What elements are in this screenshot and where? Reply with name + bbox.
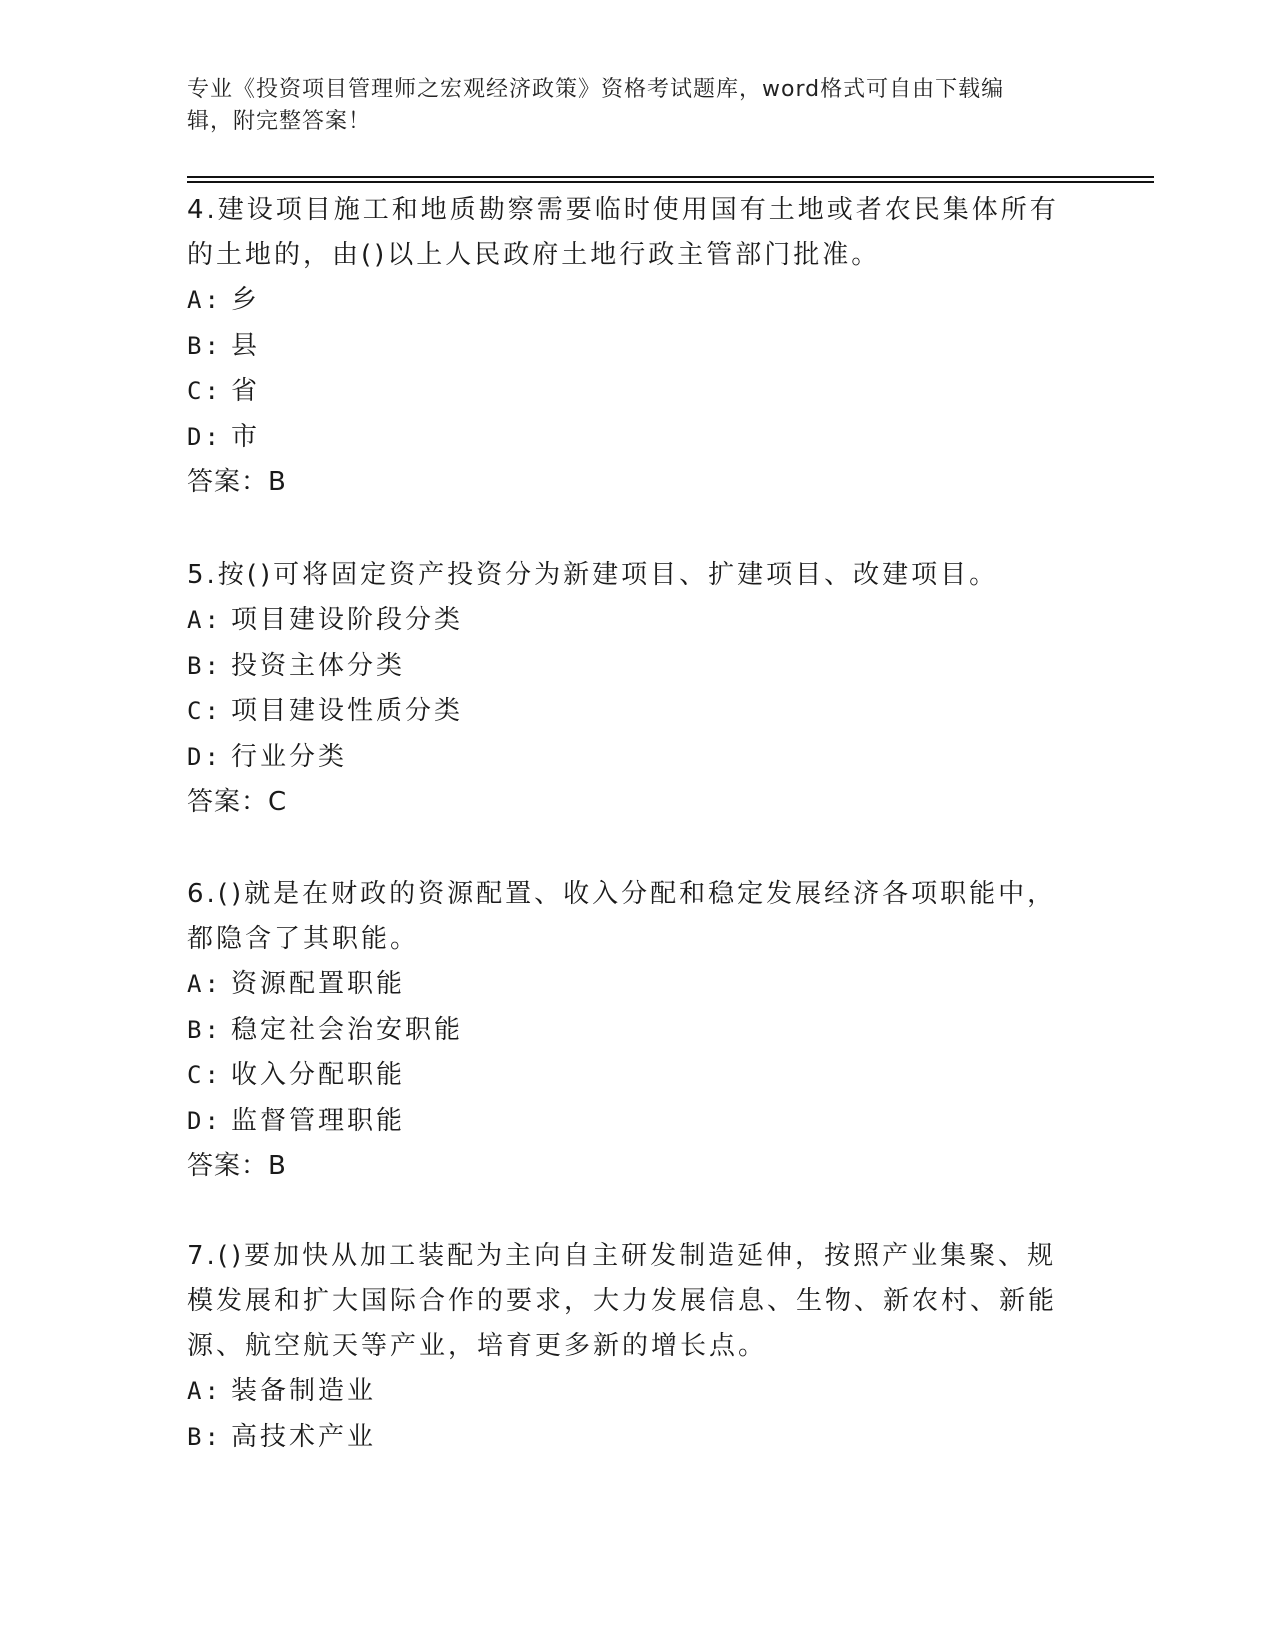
- option-key: A:: [187, 970, 222, 998]
- option-key: B:: [187, 1422, 222, 1451]
- question-block: [187, 872, 1067, 1189]
- option-text: 市: [231, 421, 261, 452]
- question-block: [187, 553, 1067, 825]
- option-text: 省: [231, 376, 261, 406]
- option-key: C:: [187, 377, 222, 405]
- question-stem: [187, 553, 1067, 598]
- option-text: 行业分类: [231, 741, 348, 772]
- option-key: A:: [187, 606, 222, 634]
- option-key: A:: [187, 286, 222, 314]
- answer-line: 答案：C: [187, 787, 288, 817]
- question-block: [187, 1234, 1067, 1460]
- answer-line: 答案：B: [187, 1151, 287, 1181]
- question-stem-line: 5.按()可将固定资产投资分为新建项目、扩建项目、改建项目。: [187, 560, 999, 590]
- question-stem-line: 6.()就是在财政的资源配置、收入分配和稳定发展经济各项职能中，: [187, 879, 1057, 909]
- question-stem-line: 源、航空航天等产业，培育更多新的增长点。: [187, 1331, 768, 1361]
- option-a: [187, 598, 1067, 644]
- option-key: A:: [187, 1377, 222, 1405]
- option-text: 监督管理职能: [231, 1105, 406, 1136]
- option-text: 收入分配职能: [231, 1060, 406, 1090]
- option-key: D:: [187, 742, 222, 771]
- option-text: 稳定社会治安职能: [231, 1014, 464, 1045]
- header-line: 专业《投资项目管理师之宏观经济政策》资格考试题库，word格式可自由下载编: [187, 77, 1005, 102]
- question-stem-line: 的土地的，由()以上人民政府土地行政主管部门批准。: [187, 240, 881, 270]
- option-key: B:: [187, 331, 222, 360]
- document-header: [187, 74, 1067, 138]
- option-a: [187, 962, 1067, 1008]
- question-stem-line: 都隐含了其职能。: [187, 924, 420, 954]
- option-key: D:: [187, 1106, 222, 1135]
- option-c: [187, 1053, 1067, 1099]
- option-key: B:: [187, 1015, 222, 1044]
- option-b: [187, 644, 1067, 690]
- option-d: [187, 1099, 1067, 1145]
- question-stem-line: 模发展和扩大国际合作的要求，大力发展信息、生物、新农村、新能: [187, 1286, 1058, 1316]
- question-stem: [187, 188, 1067, 278]
- question-block: [187, 188, 1067, 505]
- option-a: [187, 278, 1067, 324]
- option-b: [187, 324, 1067, 370]
- answer-line: 答案：B: [187, 467, 287, 497]
- question-stem-line: 7.()要加快从加工装配为主向自主研发制造延伸，按照产业集聚、规: [187, 1241, 1057, 1271]
- header-line: 辑，附完整答案！: [187, 109, 372, 134]
- option-key: D:: [187, 422, 222, 451]
- option-b: [187, 1415, 1067, 1461]
- question-stem: [187, 872, 1067, 962]
- option-key: C:: [187, 697, 222, 725]
- option-d: [187, 735, 1067, 781]
- header-divider: [187, 181, 1154, 183]
- option-text: 投资主体分类: [231, 650, 406, 681]
- option-text: 资源配置职能: [231, 969, 406, 999]
- option-a: [187, 1369, 1067, 1415]
- option-text: 乡: [231, 285, 261, 315]
- option-key: B:: [187, 651, 222, 680]
- option-text: 项目建设性质分类: [231, 696, 464, 726]
- option-b: [187, 1008, 1067, 1054]
- option-c: [187, 369, 1067, 415]
- option-text: 装备制造业: [231, 1376, 377, 1406]
- option-d: [187, 415, 1067, 461]
- option-key: C:: [187, 1061, 222, 1089]
- header-divider: [187, 176, 1154, 178]
- option-c: [187, 689, 1067, 735]
- option-text: 高技术产业: [231, 1421, 377, 1452]
- option-text: 项目建设阶段分类: [231, 605, 464, 635]
- option-text: 县: [231, 330, 261, 361]
- question-stem: [187, 1234, 1067, 1369]
- question-stem-line: 4.建设项目施工和地质勘察需要临时使用国有土地或者农民集体所有: [187, 195, 1059, 225]
